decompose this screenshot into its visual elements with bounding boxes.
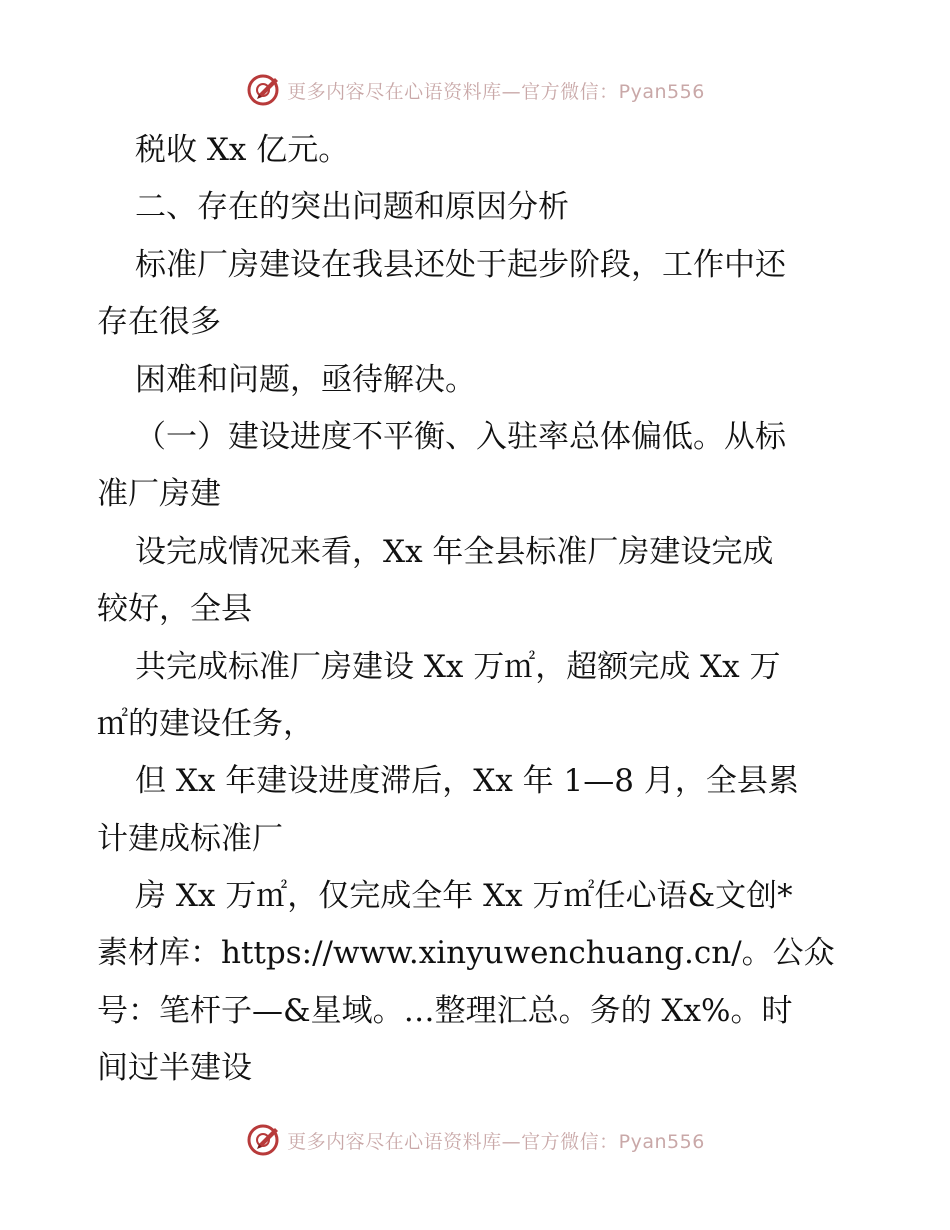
text-line: ㎡的建设任务， bbox=[97, 705, 314, 742]
section-heading: 二、存在的突出问题和原因分析 bbox=[135, 189, 569, 226]
text-line: 设完成情况来看，Xx 年全县标准厂房建设完成 bbox=[135, 533, 774, 570]
text-line: 计建成标准厂 bbox=[97, 820, 283, 857]
text-line: 房 Xx 万㎡，仅完成全年 Xx 万㎡任心语&文创* bbox=[135, 878, 793, 915]
pen-logo-icon bbox=[245, 72, 281, 108]
text-line: 税收 Xx 亿元。 bbox=[135, 132, 350, 168]
footer-banner-text: 更多内容尽在心语资料库—官方微信：Pyan556 bbox=[287, 1130, 705, 1153]
text-line: 困难和问题，亟待解决。 bbox=[135, 361, 476, 398]
text-line: 存在很多 bbox=[97, 304, 221, 341]
pen-logo-icon bbox=[245, 1122, 281, 1158]
text-line: 准厂房建 bbox=[97, 476, 221, 513]
page-footer bbox=[0, 1120, 950, 1160]
text-line: 间过半建设 bbox=[97, 1050, 252, 1087]
text-line: 共完成标准厂房建设 Xx 万㎡，超额完成 Xx 万 bbox=[135, 648, 781, 685]
header-banner-text: 更多内容尽在心语资料库—官方微信：Pyan556 bbox=[287, 80, 705, 103]
text-line: 较好，全县 bbox=[97, 591, 252, 628]
footer-banner bbox=[245, 1122, 705, 1158]
text-line: 但 Xx 年建设进度滞后，Xx 年 1—8 月，全县累 bbox=[135, 763, 799, 800]
page-header bbox=[0, 70, 950, 110]
header-banner bbox=[245, 72, 705, 108]
text-line: 标准厂房建设在我县还处于起步阶段，工作中还 bbox=[135, 246, 786, 283]
subsection-heading: （一）建设进度不平衡、入驻率总体偏低。从标 bbox=[135, 418, 786, 455]
text-line: 素材库：https://www.xinyuwenchuang.cn/。公众 bbox=[97, 935, 835, 972]
document-body bbox=[97, 122, 857, 1098]
text-line: 号：笔杆子—&星域。…整理汇总。务的 Xx%。时 bbox=[97, 992, 793, 1029]
